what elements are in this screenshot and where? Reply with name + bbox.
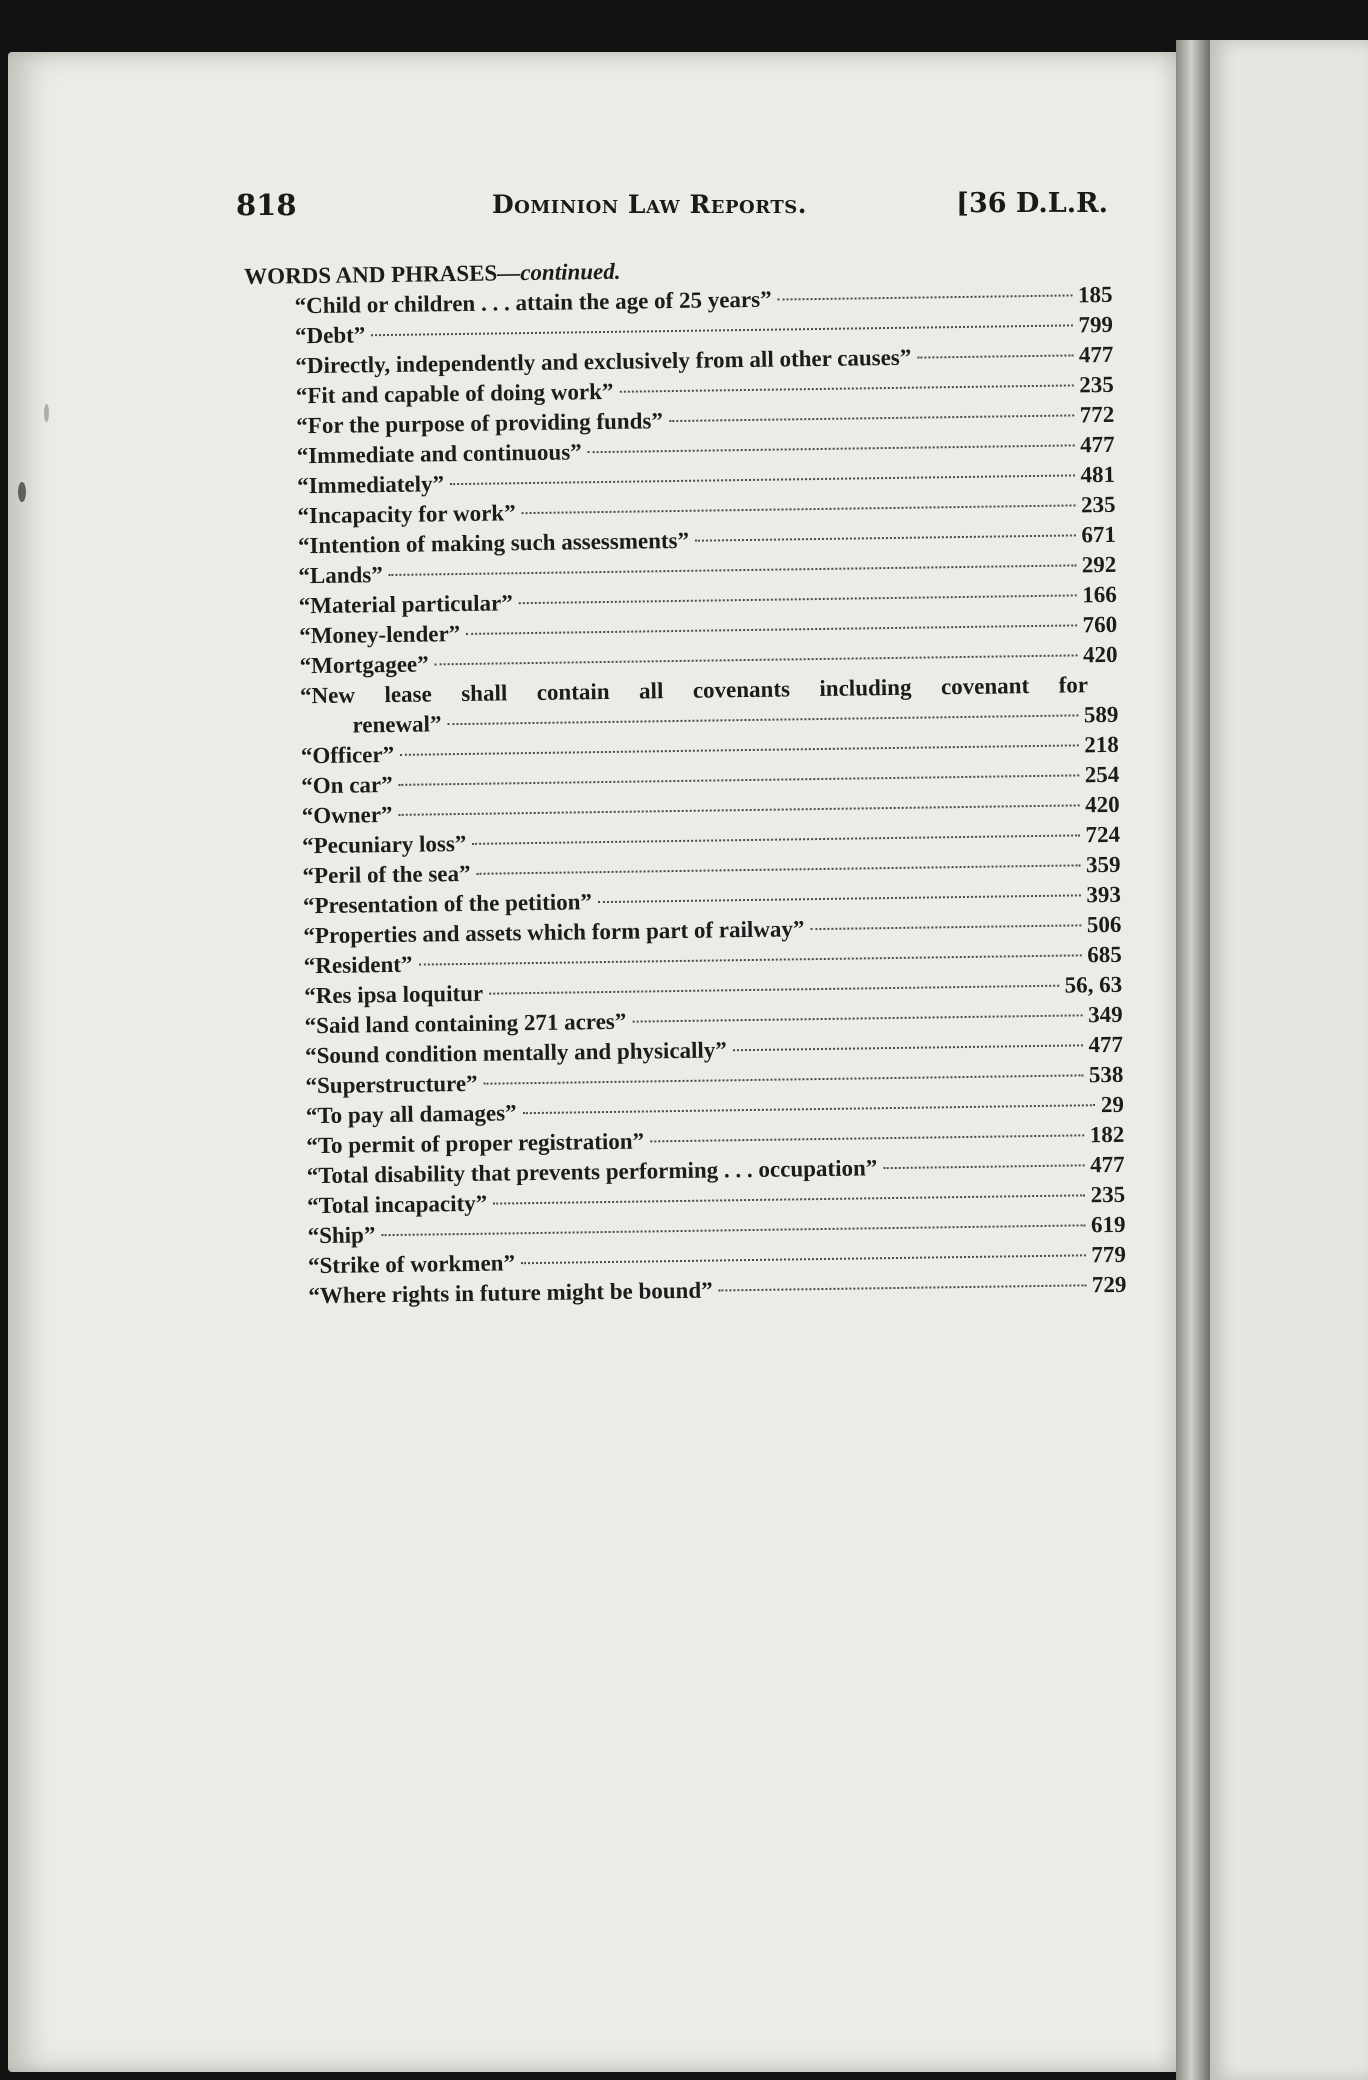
index-entries <box>251 730 1139 1312</box>
index-entries <box>244 280 1129 682</box>
entry-page-ref: 420 <box>1082 641 1118 668</box>
continued-label: —continued. <box>497 258 621 286</box>
entry-term: renewal” <box>352 711 442 738</box>
entry-page-ref: 218 <box>1084 731 1119 758</box>
running-head <box>236 188 1108 228</box>
dot-leader <box>466 624 1076 635</box>
dot-leader <box>917 354 1073 358</box>
entry-term: “Pecuniary loss” <box>301 830 467 859</box>
entry-term: “To permit of proper registration” <box>306 1128 645 1159</box>
entry-page-ref: 420 <box>1084 791 1120 818</box>
entry-page-ref: 729 <box>1091 1271 1127 1298</box>
entry-page-ref: 481 <box>1080 461 1116 488</box>
dot-leader <box>477 864 1080 874</box>
entry-page-ref: 29 <box>1100 1091 1125 1118</box>
entry-term: “Owner” <box>301 801 393 829</box>
entry-term: “Presentation of the petition” <box>302 889 593 919</box>
dot-leader <box>523 1104 1095 1114</box>
entry-term: “Debt” <box>294 322 366 349</box>
entry-term: “Superstructure” <box>305 1070 478 1099</box>
entry-page-ref: 772 <box>1079 401 1115 428</box>
entry-page-ref: 235 <box>1079 371 1114 398</box>
entry-page-ref: 393 <box>1086 881 1122 908</box>
entry-term: “Child or children . . . attain the age of 25 years” <box>294 286 772 319</box>
dot-leader <box>493 1194 1085 1204</box>
dot-leader <box>810 924 1080 930</box>
dot-leader <box>435 654 1077 665</box>
entry-page-ref: 538 <box>1088 1061 1124 1088</box>
dot-leader <box>695 534 1075 541</box>
entry-page-ref: 235 <box>1080 491 1116 518</box>
entry-page-ref: 477 <box>1088 1031 1124 1058</box>
entry-page-ref: 359 <box>1085 851 1121 878</box>
entry-term: “Where rights in future might be bound” <box>308 1277 713 1309</box>
entry-page-ref: 166 <box>1082 581 1117 608</box>
entry-page-ref: 724 <box>1085 821 1121 848</box>
entry-page-ref: 182 <box>1089 1121 1125 1148</box>
dot-leader <box>519 594 1077 604</box>
dot-leader <box>669 414 1074 422</box>
entry-term: “Officer” <box>300 741 395 769</box>
entry-term: “Total disability that prevents performing . . . occupation” <box>306 1155 878 1189</box>
entry-term: “Money-lender” <box>299 621 461 649</box>
dot-leader <box>400 744 1078 755</box>
entry-page-ref: 685 <box>1087 941 1122 968</box>
dot-leader <box>619 384 1073 392</box>
dot-leader <box>371 324 1072 336</box>
entry-page-ref: 671 <box>1081 521 1117 548</box>
entry-term: “Total incapacity” <box>307 1190 488 1219</box>
entry-term: “Ship” <box>307 1222 376 1249</box>
entry-term: “New lease shall contain all covenants including covenant for <box>299 672 1089 709</box>
entry-term: “Said land containing 271 acres” <box>304 1008 627 1039</box>
facing-page-edge <box>1210 40 1368 2080</box>
entry-term: “On car” <box>301 771 393 799</box>
entry-term: “Peril of the sea” <box>302 860 471 889</box>
dot-leader <box>522 504 1075 514</box>
entry-page-ref: 349 <box>1087 1001 1123 1028</box>
dot-leader <box>489 985 1059 995</box>
dot-leader <box>381 1224 1085 1236</box>
entry-term: “For the purpose of providing funds” <box>296 408 664 439</box>
dot-leader <box>883 1164 1084 1169</box>
entry-term: “Resident” <box>303 951 413 979</box>
dot-leader <box>447 714 1077 725</box>
entry-page-ref: 799 <box>1078 311 1114 338</box>
volume-reference: [36 D.L.R. <box>956 188 1108 219</box>
entry-term: “Incapacity for work” <box>297 500 516 529</box>
entry-term: “Res ipsa loquitur <box>304 980 484 1009</box>
entry-page-ref: 477 <box>1090 1151 1125 1178</box>
dot-leader <box>418 954 1081 965</box>
entry-term: “Immediately” <box>296 471 445 499</box>
entry-term: “Lands” <box>298 562 383 589</box>
entry-page-ref: 254 <box>1084 761 1120 788</box>
dot-leader <box>389 564 1076 576</box>
dot-leader <box>450 474 1075 485</box>
publication-title: Dominion Law Reports. <box>492 190 807 219</box>
dot-leader <box>719 1284 1086 1291</box>
entry-term: “Material particular” <box>298 590 513 619</box>
entry-page-ref: 760 <box>1082 611 1118 638</box>
entry-term: “Intention of making such assessments” <box>297 527 690 559</box>
entry-page-ref: 56, 63 <box>1064 971 1123 998</box>
book-gutter <box>1176 40 1210 2080</box>
entry-page-ref: 185 <box>1077 281 1113 308</box>
entry-term: “To pay all damages” <box>305 1100 517 1129</box>
dot-leader <box>588 444 1074 453</box>
entry-term: “Mortgagee” <box>299 651 429 679</box>
margin-blemish <box>18 482 26 502</box>
dot-leader <box>778 294 1072 300</box>
entry-page-ref: 506 <box>1086 911 1122 938</box>
margin-blemish <box>44 404 49 422</box>
entry-page-ref: 477 <box>1079 431 1115 458</box>
dot-leader <box>521 1254 1085 1264</box>
words-and-phrases-index <box>244 250 1139 1312</box>
dot-leader <box>733 1044 1083 1051</box>
entry-term: “Directly, independently and exclusively from all other causes” <box>295 344 912 379</box>
entry-page-ref: 589 <box>1083 701 1119 728</box>
entry-page-ref: 235 <box>1090 1181 1126 1208</box>
entry-page-ref: 779 <box>1091 1241 1127 1268</box>
dot-leader <box>650 1134 1084 1142</box>
dot-leader <box>399 774 1079 785</box>
entry-term: “Properties and assets which form part of railway” <box>303 916 805 949</box>
dot-leader <box>472 834 1079 844</box>
entry-page-ref: 477 <box>1078 341 1114 368</box>
entry-term: “Strike of workmen” <box>307 1250 516 1279</box>
entry-page-ref: 619 <box>1090 1211 1126 1238</box>
page-number: 818 <box>236 188 297 222</box>
section-heading-text: WORDS AND PHRASES <box>244 260 498 289</box>
entry-term: “Fit and capable of doing work” <box>295 378 614 409</box>
dot-leader <box>598 894 1081 903</box>
dot-leader <box>398 804 1079 816</box>
entry-page-ref: 292 <box>1081 551 1117 578</box>
dot-leader <box>632 1014 1082 1022</box>
entry-term: “Sound condition mentally and physically” <box>304 1037 728 1069</box>
entry-term: “Immediate and continuous” <box>296 439 582 469</box>
dot-leader <box>484 1074 1083 1084</box>
